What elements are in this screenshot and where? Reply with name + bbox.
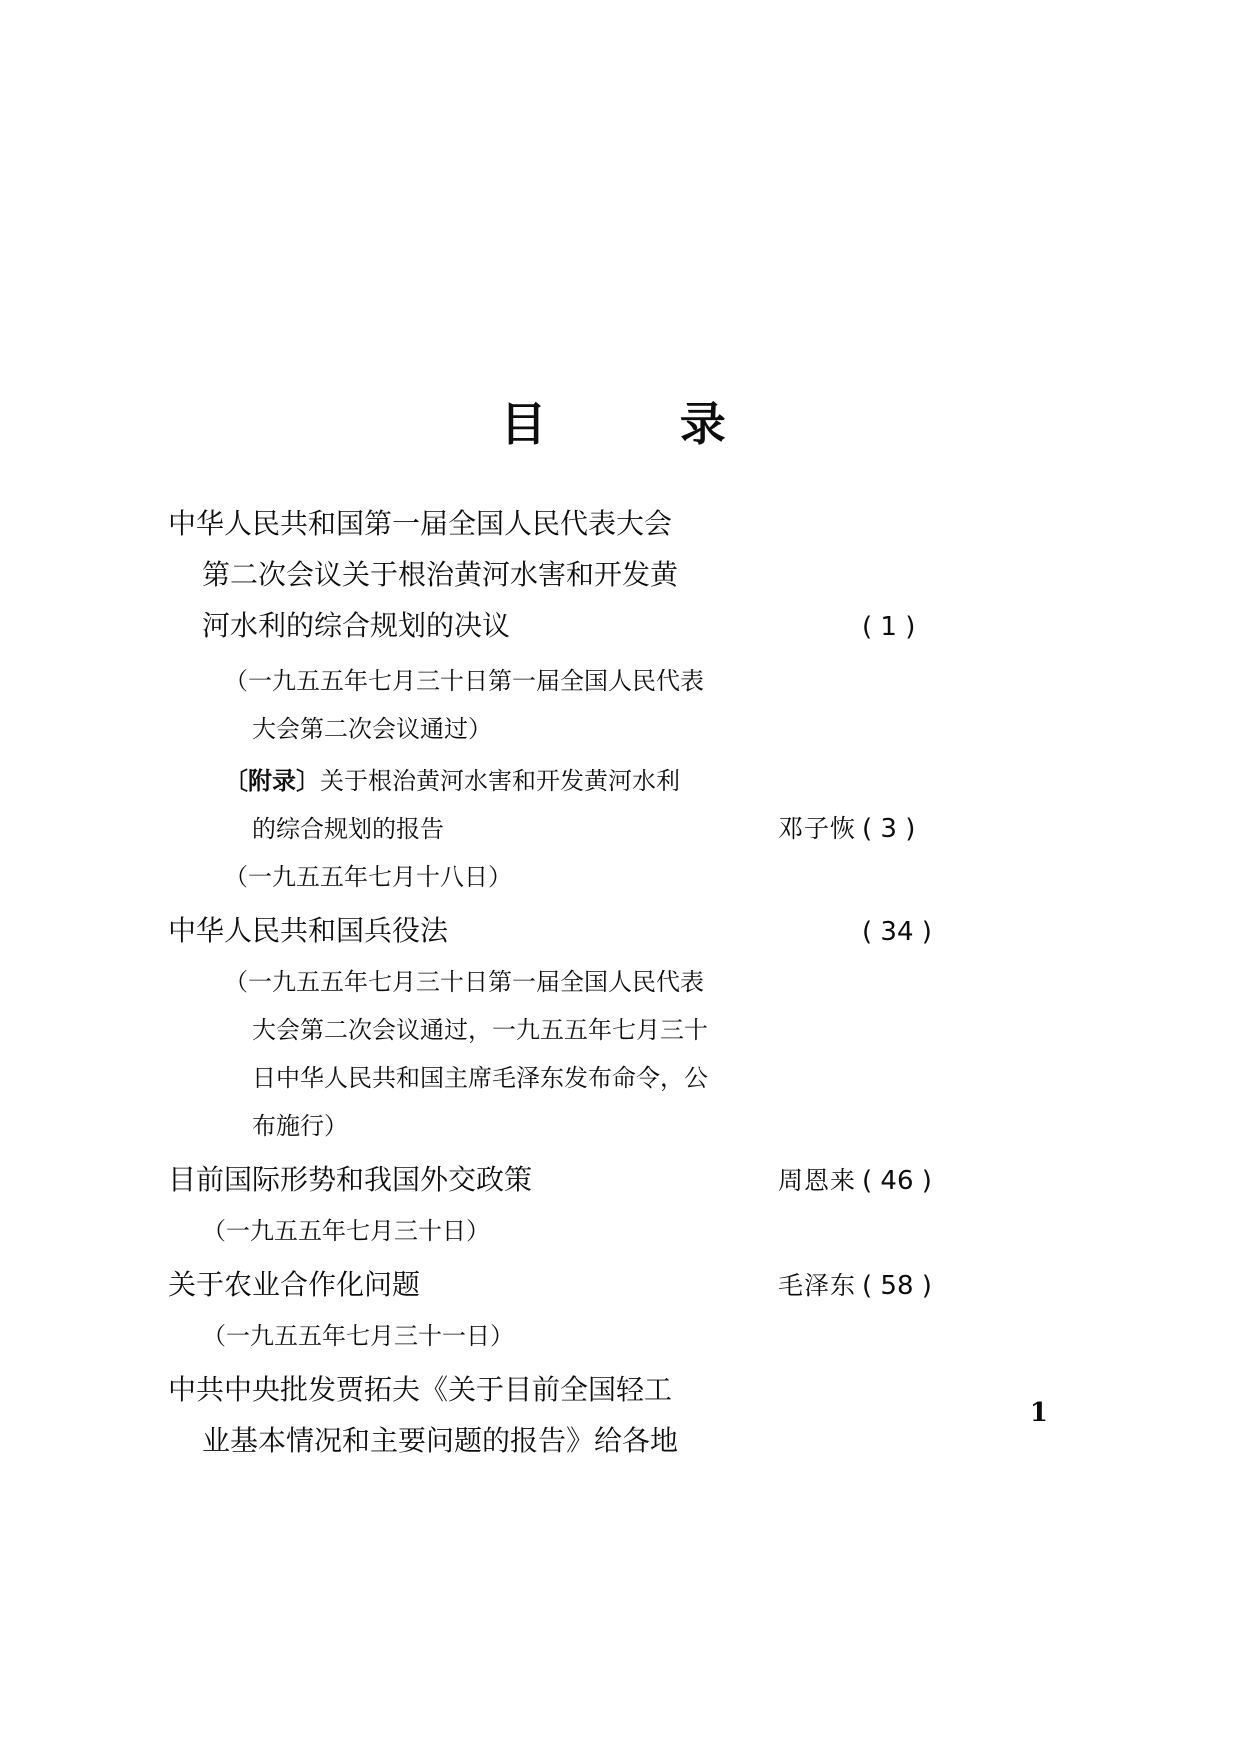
- toc-entry-line: [168, 757, 948, 805]
- toc-entry-page-number: ( 34 ): [862, 917, 932, 947]
- toc-entry-page-number: ( 58 ): [862, 1271, 932, 1301]
- toc-entry-text: 布施行）: [252, 1112, 348, 1140]
- toc-entry-text: 关于农业合作化问题: [168, 1268, 421, 1301]
- toc-entry-author: 毛泽东: [777, 1271, 856, 1300]
- toc-entry-line: [168, 1312, 948, 1360]
- toc-entry-text: （一九五五年七月三十日第一届全国人民代表: [224, 667, 704, 695]
- table-of-contents: [168, 498, 948, 1470]
- toc-entry[interactable]: [168, 757, 948, 901]
- toc-entry-page-number: ( 46 ): [862, 1166, 932, 1196]
- toc-entry-text: 河水利的综合规划的决议: [202, 609, 511, 642]
- toc-entry-page-number: ( 1 ): [862, 612, 916, 642]
- toc-entry-text: 第二次会议关于根治黄河水害和开发黄: [202, 558, 679, 591]
- toc-entry-author: 周恩来: [777, 1166, 856, 1195]
- toc-entry-line: [168, 705, 948, 753]
- toc-entry-line: [168, 905, 948, 958]
- toc-entry-text: （一九五五年七月十八日）: [224, 863, 512, 891]
- toc-entry-text: （一九五五年七月三十日）: [202, 1217, 490, 1245]
- toc-entry-page-number: ( 3 ): [862, 814, 916, 844]
- page-title: 目 录: [500, 397, 740, 451]
- toc-entry-line: [168, 853, 948, 901]
- toc-entry-line: [168, 1006, 948, 1054]
- toc-entry-line: [168, 549, 948, 600]
- toc-entry-line: [168, 805, 948, 853]
- toc-entry-text: 业基本情况和主要问题的报告》给各地: [202, 1424, 679, 1457]
- toc-entry-text: 中华人民共和国兵役法: [168, 914, 449, 947]
- toc-entry-line: [168, 498, 948, 549]
- toc-entry-text: （一九五五年七月三十一日）: [202, 1322, 514, 1350]
- page-folio: 1: [1029, 1398, 1048, 1428]
- toc-entry-text: 的综合规划的报告: [252, 815, 444, 843]
- toc-entry-text: 中华人民共和国第一届全国人民代表大会: [168, 507, 673, 540]
- toc-entry-text: （一九五五年七月三十日第一届全国人民代表: [224, 968, 704, 996]
- dot-leader: [514, 607, 856, 635]
- toc-entry[interactable]: [168, 1259, 948, 1360]
- toc-entry-line: [168, 1154, 948, 1207]
- toc-entry-text: 日中华人民共和国主席毛泽东发布命令，公: [252, 1064, 708, 1092]
- dot-leader: [452, 912, 856, 940]
- dot-leader: [536, 1161, 772, 1189]
- toc-entry[interactable]: [168, 1154, 948, 1255]
- toc-entry-text: 大会第二次会议通过）: [252, 715, 492, 743]
- toc-entry[interactable]: [168, 905, 948, 1150]
- toc-entry[interactable]: [168, 657, 948, 753]
- dot-leader: [448, 813, 772, 837]
- appendix-tag: 〔附录〕: [224, 767, 320, 795]
- toc-entry-text: 中共中央批发贾拓夫《关于目前全国轻工: [168, 1373, 673, 1406]
- toc-entry-text: 大会第二次会议通过，一九五五年七月三十: [252, 1016, 708, 1044]
- toc-entry-line: [168, 1207, 948, 1255]
- toc-entry-author: 邓子恢: [777, 814, 856, 843]
- toc-entry-line: [168, 657, 948, 705]
- toc-entry-text: 〔附录〕关于根治黄河水害和开发黄河水利: [224, 767, 680, 795]
- toc-entry-line: [168, 1102, 948, 1150]
- dot-leader: [424, 1266, 772, 1294]
- toc-entry-text: 目前国际形势和我国外交政策: [168, 1163, 533, 1196]
- toc-entry-line: [168, 1054, 948, 1102]
- toc-entry-line: [168, 600, 948, 653]
- toc-entry-line: [168, 1259, 948, 1312]
- toc-entry[interactable]: [168, 498, 948, 653]
- toc-entry-line: [168, 958, 948, 1006]
